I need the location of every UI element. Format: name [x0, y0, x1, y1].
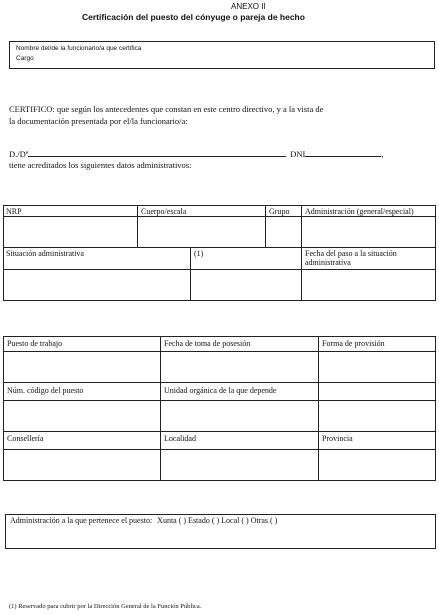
certifier-name-field[interactable]: Nombre del/de la funcionario/a que certifica	[16, 45, 142, 52]
certifico-line-1: CERTIFICO: que según los antecedentes que constan en este centro directivo, y a la vista de	[9, 104, 324, 114]
grupo-header: Grupo	[269, 207, 290, 216]
page-title: Certificación del puesto del cónyuge o pareja de hecho	[82, 12, 305, 22]
annex-label: ANEXO II	[231, 2, 266, 11]
fecha-paso-input[interactable]	[302, 270, 435, 300]
certifier-cargo-field[interactable]: Cargo	[16, 55, 34, 62]
certifico-line-2: la documentación presentada por el/la funcionario/a:	[9, 116, 188, 126]
situacion-header: Situación administrativa	[6, 249, 84, 258]
fecha-toma-header: Fecha de toma de posesión	[164, 339, 251, 348]
name-input[interactable]	[28, 148, 286, 157]
reserved-input[interactable]	[191, 270, 300, 300]
name-label: D./Dª	[9, 149, 29, 159]
puesto-input[interactable]	[4, 352, 159, 381]
dni-label: DNI	[290, 149, 306, 159]
admin-label: Administración a la que pertenece el puesto:	[10, 516, 153, 525]
admin-row	[10, 516, 277, 525]
dni-input[interactable]	[305, 148, 384, 159]
unidad-header: Unidad orgánica de la que depende	[164, 386, 277, 395]
footnote: (1) Reservado para cubrir por la Dirección General de la Función Pública.	[9, 603, 202, 610]
conselleria-input[interactable]	[4, 450, 159, 480]
nrp-input[interactable]	[4, 217, 136, 246]
fecha-paso-header: Fecha del paso a la situación administrativa	[305, 249, 397, 267]
fecha-toma-input[interactable]	[161, 352, 317, 381]
table1-divider-middle	[3, 247, 436, 248]
situacion-input[interactable]	[4, 270, 189, 300]
provincia-header: Provincia	[322, 434, 353, 443]
identity-row	[9, 148, 383, 159]
forma-header: Forma de provisión	[322, 339, 385, 348]
localidad-input[interactable]	[161, 450, 317, 480]
nrp-header: NRP	[6, 207, 22, 216]
codigo-header: Núm. código del puesto	[7, 386, 84, 395]
identity-line-2: tiene acreditados los siguientes datos administrativos:	[9, 160, 192, 170]
forma-input[interactable]	[319, 352, 435, 381]
cuerpo-input[interactable]	[138, 217, 264, 246]
cuerpo-header: Cuerpo/escala	[141, 207, 187, 216]
unidad-input[interactable]	[161, 401, 317, 430]
localidad-header: Localidad	[164, 434, 196, 443]
puesto-header: Puesto de trabajo	[7, 339, 63, 348]
grupo-input[interactable]	[266, 217, 300, 246]
conselleria-header: Consellería	[7, 434, 44, 443]
blank-input[interactable]	[319, 383, 435, 430]
administracion-input[interactable]	[302, 217, 435, 246]
dni-end-comma: ,	[381, 149, 384, 159]
admin-options[interactable]: Xunta ( ) Estado ( ) Local ( ) Otras ( )	[157, 516, 278, 525]
note-ref-header: (1)	[194, 249, 204, 258]
codigo-input[interactable]	[4, 401, 159, 430]
table2-divider	[3, 431, 436, 432]
provincia-input[interactable]	[319, 450, 435, 480]
administracion-header: Administración (general/especial)	[305, 207, 414, 216]
